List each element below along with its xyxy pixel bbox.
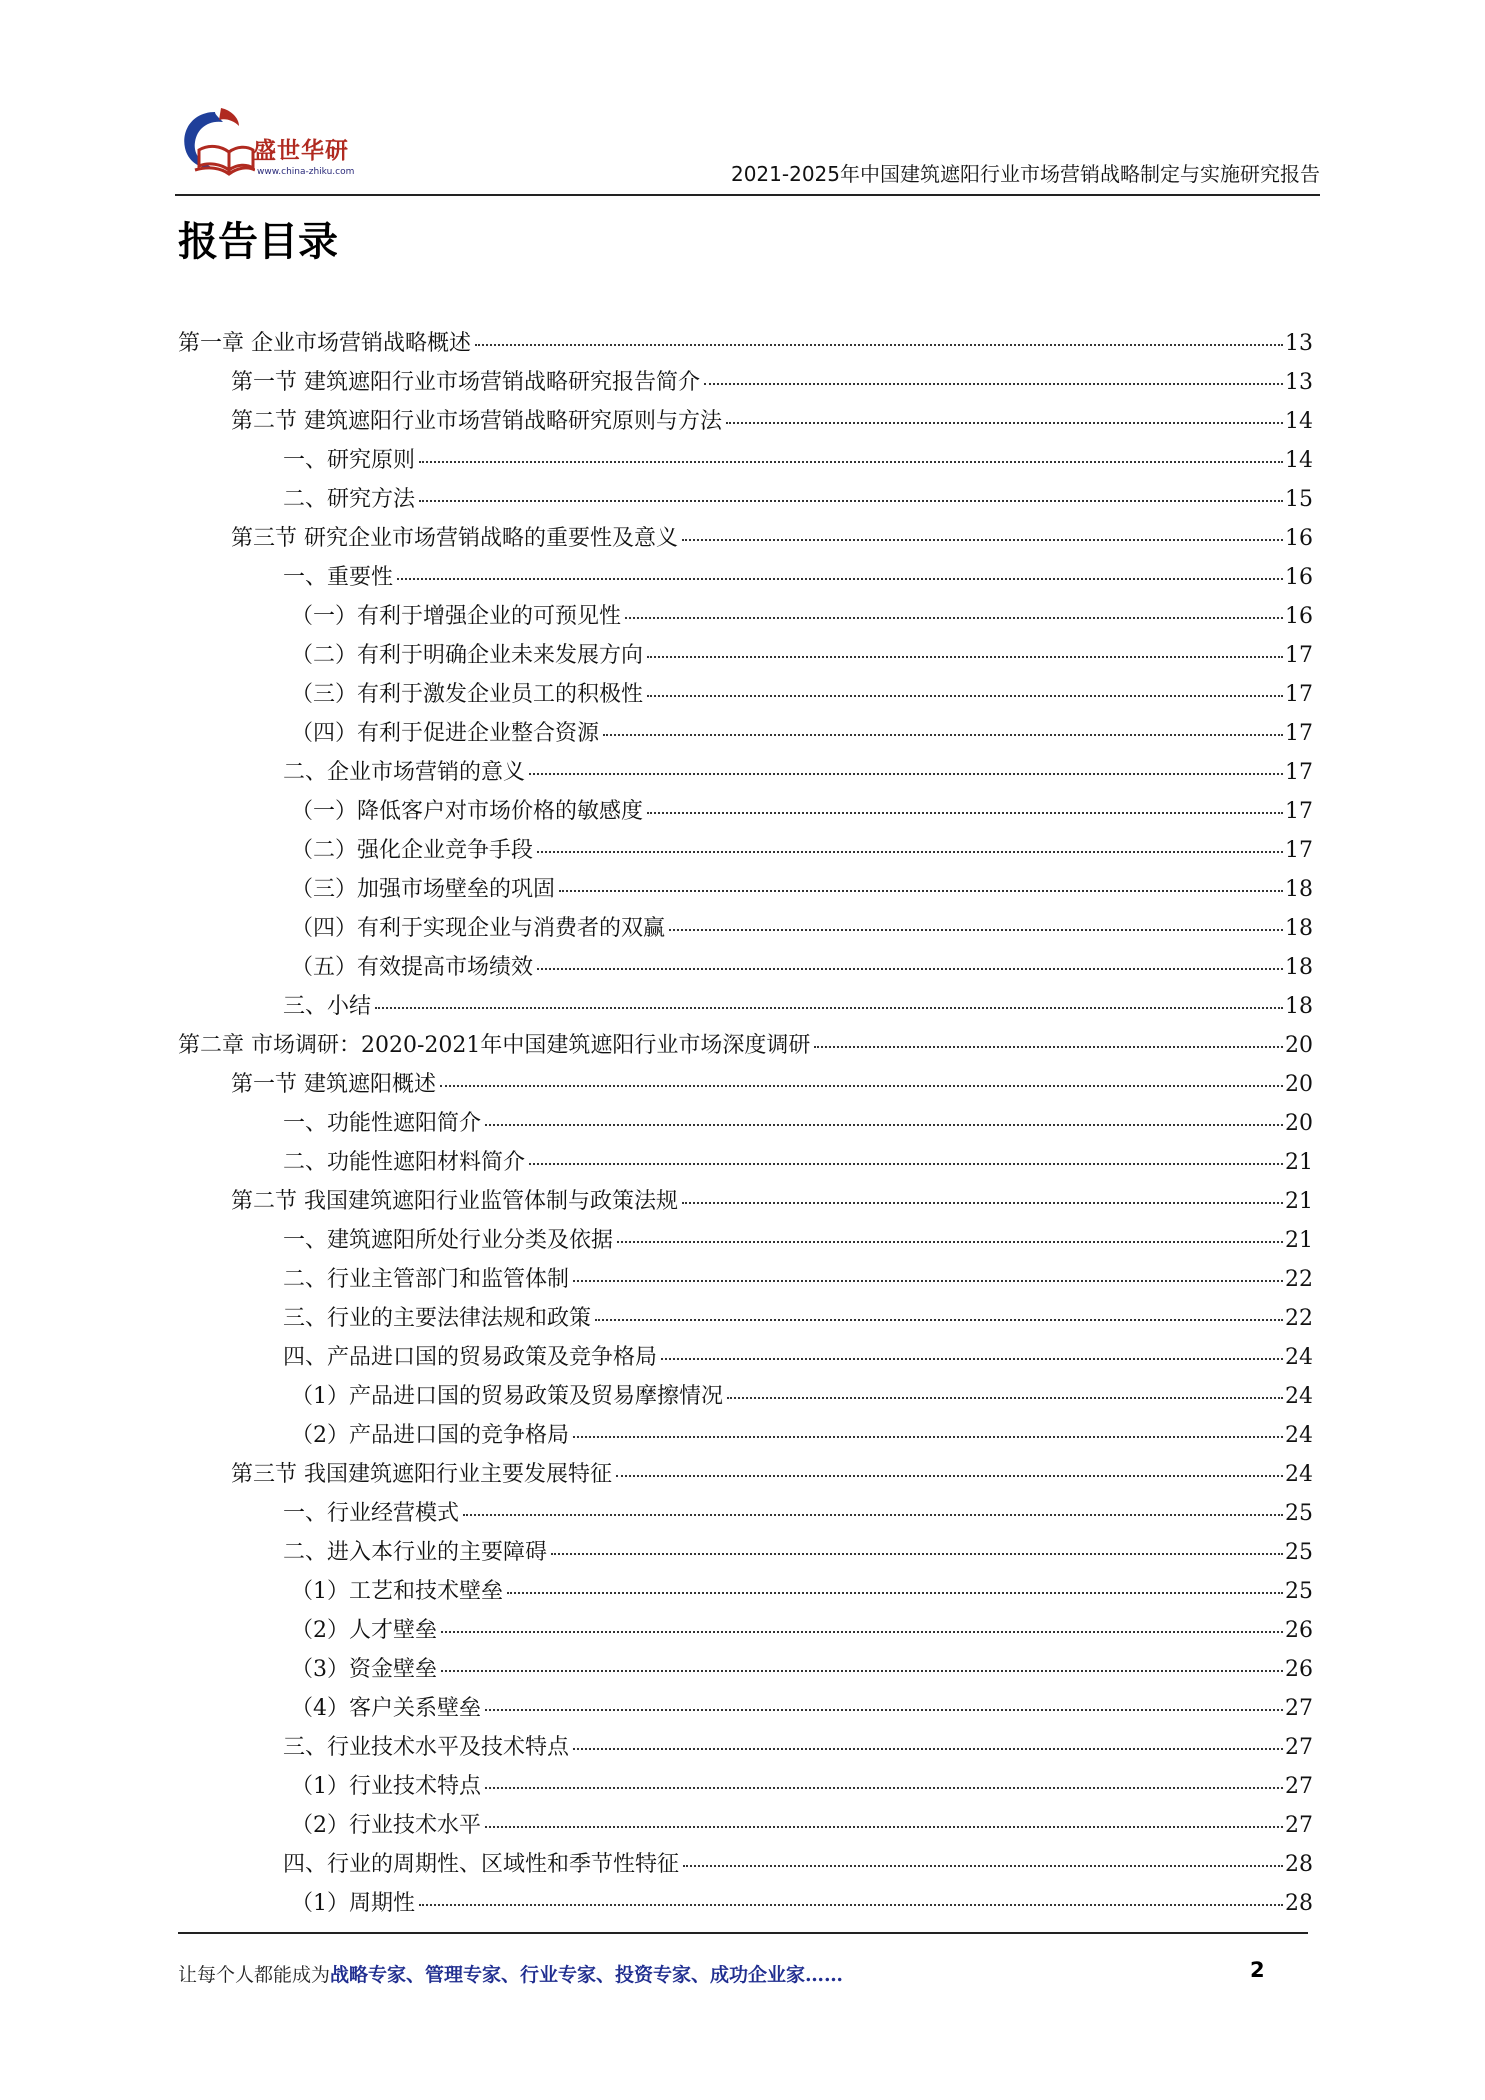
toc-dot-leader xyxy=(573,1747,1283,1750)
toc-dot-leader xyxy=(397,577,1283,580)
toc-entry-page: 20 xyxy=(1285,1111,1313,1136)
toc-entry-title: （3）资金壁垒 xyxy=(291,1657,437,1682)
toc-entry-title: （四）有利于促进企业整合资源 xyxy=(291,721,600,746)
toc-dot-leader xyxy=(419,1903,1283,1906)
toc-dot-leader xyxy=(625,616,1283,619)
toc-entry-page: 27 xyxy=(1285,1696,1313,1721)
toc-entry[interactable] xyxy=(178,911,1313,950)
toc-entry-title: （四）有利于实现企业与消费者的双赢 xyxy=(291,916,666,941)
toc-entry[interactable] xyxy=(178,1808,1313,1847)
toc-dot-leader xyxy=(726,421,1283,424)
toc-entry-title: 三、行业技术水平及技术特点 xyxy=(283,1735,570,1760)
toc-entry[interactable] xyxy=(178,1652,1313,1691)
toc-entry[interactable] xyxy=(178,326,1313,365)
toc-entry[interactable] xyxy=(178,1340,1313,1379)
toc-entry-title: 三、行业的主要法律法规和政策 xyxy=(283,1306,592,1331)
toc-dot-leader xyxy=(537,850,1283,853)
toc-dot-leader xyxy=(647,811,1283,814)
toc-entry-page: 21 xyxy=(1285,1189,1313,1214)
toc-entry-title: （1）周期性 xyxy=(291,1891,415,1916)
toc-entry-title: 第二章 市场调研：2020-2021年中国建筑遮阳行业市场深度调研 xyxy=(178,1033,811,1058)
toc-entry[interactable] xyxy=(178,1067,1313,1106)
toc-entry-title: 二、功能性遮阳材料简介 xyxy=(283,1150,526,1175)
toc-dot-leader xyxy=(647,655,1283,658)
toc-entry-title: 一、建筑遮阳所处行业分类及依据 xyxy=(283,1228,614,1253)
toc-entry-title: 二、研究方法 xyxy=(283,487,416,512)
toc-entry-page: 14 xyxy=(1285,448,1313,473)
toc-entry[interactable] xyxy=(178,755,1313,794)
toc-entry-page: 28 xyxy=(1285,1852,1313,1877)
footer-slogan-prefix: 让每个人都能成为 xyxy=(178,1964,331,1986)
toc-entry-title: （4）客户关系壁垒 xyxy=(291,1696,481,1721)
toc-dot-leader xyxy=(463,1513,1283,1516)
toc-entry[interactable] xyxy=(178,1106,1313,1145)
toc-entry[interactable] xyxy=(178,443,1313,482)
toc-entry-title: 一、重要性 xyxy=(283,565,394,590)
page-header xyxy=(175,100,1320,200)
toc-dot-leader xyxy=(683,1864,1283,1867)
footer-divider xyxy=(178,1932,1308,1934)
toc-dot-leader xyxy=(661,1357,1283,1360)
toc-dot-leader xyxy=(682,1201,1283,1204)
toc-dot-leader xyxy=(485,1825,1283,1828)
toc-dot-leader xyxy=(617,1240,1283,1243)
toc-entry[interactable] xyxy=(178,521,1313,560)
toc-dot-leader xyxy=(507,1591,1283,1594)
toc-entry-page: 17 xyxy=(1285,682,1313,707)
toc-entry-page: 28 xyxy=(1285,1891,1313,1916)
toc-dot-leader xyxy=(616,1474,1283,1477)
toc-entry-title: 第二节 我国建筑遮阳行业监管体制与政策法规 xyxy=(231,1189,678,1214)
table-of-contents xyxy=(178,326,1313,1925)
toc-entry-page: 27 xyxy=(1285,1813,1313,1838)
toc-entry[interactable] xyxy=(178,1535,1313,1574)
toc-entry-page: 21 xyxy=(1285,1228,1313,1253)
toc-entry-title: 第三节 研究企业市场营销战略的重要性及意义 xyxy=(231,526,678,551)
toc-entry-page: 16 xyxy=(1285,604,1313,629)
toc-dot-leader xyxy=(595,1318,1283,1321)
toc-dot-leader xyxy=(727,1396,1283,1399)
toc-dot-leader xyxy=(419,499,1283,502)
toc-entry-title: （1）行业技术特点 xyxy=(291,1774,481,1799)
toc-entry-title: （二）有利于明确企业未来发展方向 xyxy=(291,643,644,668)
toc-dot-leader xyxy=(485,1123,1283,1126)
toc-entry-page: 17 xyxy=(1285,721,1313,746)
toc-entry-page: 20 xyxy=(1285,1072,1313,1097)
toc-dot-leader xyxy=(573,1435,1283,1438)
toc-entry-title: 四、产品进口国的贸易政策及竞争格局 xyxy=(283,1345,658,1370)
toc-entry-page: 18 xyxy=(1285,955,1313,980)
toc-dot-leader xyxy=(441,1669,1283,1672)
toc-entry-page: 20 xyxy=(1285,1033,1313,1058)
toc-entry-page: 25 xyxy=(1285,1579,1313,1604)
toc-entry-page: 17 xyxy=(1285,799,1313,824)
toc-entry-title: （一）降低客户对市场价格的敏感度 xyxy=(291,799,644,824)
toc-entry[interactable] xyxy=(178,638,1313,677)
toc-entry-page: 27 xyxy=(1285,1735,1313,1760)
toc-entry-page: 18 xyxy=(1285,877,1313,902)
toc-entry[interactable] xyxy=(178,599,1313,638)
toc-entry-title: （1）产品进口国的贸易政策及贸易摩擦情况 xyxy=(291,1384,723,1409)
toc-entry-title: （2）产品进口国的竞争格局 xyxy=(291,1423,569,1448)
toc-entry-title: （2）行业技术水平 xyxy=(291,1813,481,1838)
toc-entry-title: 第三节 我国建筑遮阳行业主要发展特征 xyxy=(231,1462,612,1487)
toc-entry-page: 25 xyxy=(1285,1501,1313,1526)
toc-entry-page: 15 xyxy=(1285,487,1313,512)
toc-entry-page: 18 xyxy=(1285,916,1313,941)
toc-entry-title: 三、小结 xyxy=(283,994,372,1019)
toc-entry[interactable] xyxy=(178,1769,1313,1808)
toc-dot-leader xyxy=(603,733,1283,736)
toc-entry-page: 17 xyxy=(1285,643,1313,668)
toc-entry[interactable] xyxy=(178,833,1313,872)
toc-entry-page: 26 xyxy=(1285,1618,1313,1643)
toc-entry-page: 16 xyxy=(1285,526,1313,551)
toc-dot-leader xyxy=(573,1279,1283,1282)
toc-entry-title: （2）人才壁垒 xyxy=(291,1618,437,1643)
toc-entry-title: 第二节 建筑遮阳行业市场营销战略研究原则与方法 xyxy=(231,409,722,434)
toc-entry[interactable] xyxy=(178,1184,1313,1223)
footer-slogan-highlight: 战略专家、管理专家、行业专家、投资专家、成功企业家…… xyxy=(330,1964,844,1986)
toc-dot-leader xyxy=(419,460,1283,463)
toc-entry-page: 17 xyxy=(1285,760,1313,785)
toc-entry-page: 24 xyxy=(1285,1384,1313,1409)
toc-entry-page: 16 xyxy=(1285,565,1313,590)
toc-entry-title: 第一节 建筑遮阳行业市场营销战略研究报告简介 xyxy=(231,370,700,395)
toc-entry[interactable] xyxy=(178,1145,1313,1184)
toc-entry[interactable] xyxy=(178,1886,1313,1925)
toc-entry-title: （1）工艺和技术壁垒 xyxy=(291,1579,503,1604)
toc-dot-leader xyxy=(559,889,1283,892)
toc-entry-page: 22 xyxy=(1285,1306,1313,1331)
toc-dot-leader xyxy=(440,1084,1283,1087)
toc-entry-page: 24 xyxy=(1285,1423,1313,1448)
toc-entry-title: 一、功能性遮阳简介 xyxy=(283,1111,482,1136)
toc-dot-leader xyxy=(375,1006,1283,1009)
toc-entry-title: 二、企业市场营销的意义 xyxy=(283,760,526,785)
toc-entry[interactable] xyxy=(178,1223,1313,1262)
page-number: 2 xyxy=(1250,1958,1265,1982)
toc-entry[interactable] xyxy=(178,950,1313,989)
footer-slogan xyxy=(178,1960,843,1987)
toc-entry-title: （五）有效提高市场绩效 xyxy=(291,955,534,980)
toc-entry[interactable] xyxy=(178,989,1313,1028)
toc-entry[interactable] xyxy=(178,872,1313,911)
toc-entry-title: 第一节 建筑遮阳概述 xyxy=(231,1072,436,1097)
toc-dot-leader xyxy=(475,343,1283,346)
toc-entry-page: 27 xyxy=(1285,1774,1313,1799)
toc-entry-title: 四、行业的周期性、区域性和季节性特征 xyxy=(283,1852,680,1877)
toc-dot-leader xyxy=(551,1552,1283,1555)
company-logo xyxy=(175,104,395,184)
toc-entry[interactable] xyxy=(178,1301,1313,1340)
toc-entry[interactable] xyxy=(178,794,1313,833)
toc-entry-page: 22 xyxy=(1285,1267,1313,1292)
toc-entry-page: 17 xyxy=(1285,838,1313,863)
toc-entry-title: 二、行业主管部门和监管体制 xyxy=(283,1267,570,1292)
toc-entry-page: 24 xyxy=(1285,1345,1313,1370)
toc-dot-leader xyxy=(529,772,1283,775)
toc-dot-leader xyxy=(537,967,1283,970)
logo-url: www.china-zhiku.com xyxy=(257,167,355,177)
toc-entry[interactable] xyxy=(178,1262,1313,1301)
toc-entry[interactable] xyxy=(178,560,1313,599)
toc-entry-page: 18 xyxy=(1285,994,1313,1019)
toc-dot-leader xyxy=(814,1045,1283,1048)
toc-entry-title: 一、行业经营模式 xyxy=(283,1501,460,1526)
toc-entry-title: （二）强化企业竞争手段 xyxy=(291,838,534,863)
toc-entry[interactable] xyxy=(178,1730,1313,1769)
logo-swirl-icon xyxy=(175,104,255,184)
toc-entry-page: 14 xyxy=(1285,409,1313,434)
toc-entry-page: 13 xyxy=(1285,370,1313,395)
toc-entry[interactable] xyxy=(178,716,1313,755)
toc-entry[interactable] xyxy=(178,365,1313,404)
toc-entry[interactable] xyxy=(178,1418,1313,1457)
toc-entry-title: （一）有利于增强企业的可预见性 xyxy=(291,604,622,629)
toc-dot-leader xyxy=(647,694,1283,697)
toc-entry-page: 21 xyxy=(1285,1150,1313,1175)
toc-entry-page: 24 xyxy=(1285,1462,1313,1487)
toc-entry[interactable] xyxy=(178,404,1313,443)
toc-dot-leader xyxy=(529,1162,1283,1165)
toc-entry-page: 25 xyxy=(1285,1540,1313,1565)
toc-dot-leader xyxy=(441,1630,1283,1633)
toc-dot-leader xyxy=(485,1708,1283,1711)
logo-name: 盛世华研 xyxy=(253,138,349,164)
toc-entry[interactable] xyxy=(178,1691,1313,1730)
toc-entry[interactable] xyxy=(178,1496,1313,1535)
toc-entry-page: 26 xyxy=(1285,1657,1313,1682)
toc-entry-page: 13 xyxy=(1285,331,1313,356)
toc-entry-title: 二、进入本行业的主要障碍 xyxy=(283,1540,548,1565)
page-title: 报告目录 xyxy=(178,219,338,265)
toc-entry[interactable] xyxy=(178,482,1313,521)
toc-entry-title: 一、研究原则 xyxy=(283,448,416,473)
toc-dot-leader xyxy=(485,1786,1283,1789)
toc-dot-leader xyxy=(704,382,1283,385)
toc-entry-title: （三）有利于激发企业员工的积极性 xyxy=(291,682,644,707)
toc-dot-leader xyxy=(669,928,1283,931)
toc-entry[interactable] xyxy=(178,1379,1313,1418)
toc-entry[interactable] xyxy=(178,1574,1313,1613)
toc-dot-leader xyxy=(682,538,1283,541)
toc-entry[interactable] xyxy=(178,1028,1313,1067)
document-title: 2021-2025年中国建筑遮阳行业市场营销战略制定与实施研究报告 xyxy=(730,162,1320,186)
toc-entry-title: （三）加强市场壁垒的巩固 xyxy=(291,877,556,902)
toc-entry-title: 第一章 企业市场营销战略概述 xyxy=(178,331,471,356)
header-divider xyxy=(175,194,1320,196)
toc-entry[interactable] xyxy=(178,677,1313,716)
toc-entry[interactable] xyxy=(178,1613,1313,1652)
toc-entry[interactable] xyxy=(178,1847,1313,1886)
toc-entry[interactable] xyxy=(178,1457,1313,1496)
